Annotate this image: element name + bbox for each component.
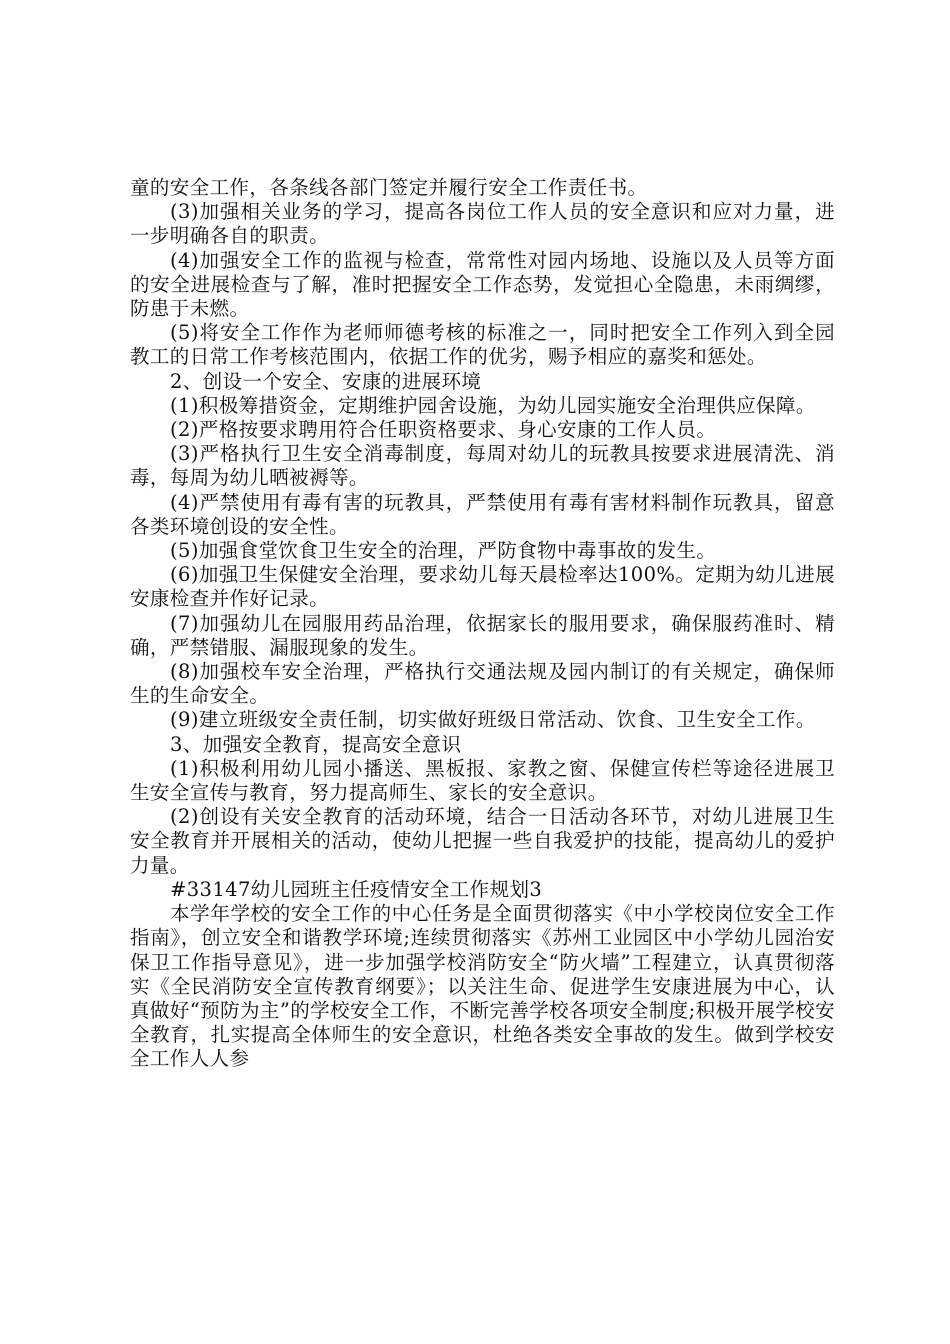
paragraph-intro-plan-3: 本学年学校的安全工作的中心任务是全面贯彻落实《中小学校岗位安全工作指南》，创立安全和谐教学环境;连续贯彻落实《苏州工业园区中小学幼儿园治安保卫工作指导意见》，进一步加强学校消防安全“防火墙”工程建立，认真贯彻落实《全民消防安全宣传教育纲要》；以关注生命、促进学生安康进展为中心，认真做好“预防为主”的学校安全工作，不断完善学校各项安全制度;积极开展学校安全教育，扎实提高全体师生的安全意识，杜绝各类安全事故的发生。做到学校安全工作人人参	[130, 902, 835, 1071]
paragraph-item-3-disinfection: (3)严格执行卫生安全消毒制度，每周对幼儿的玩教具按要求进展清洗、消毒，每周为幼儿晒被褥等。	[130, 442, 835, 490]
section-heading-2: 2、创设一个安全、安康的进展环境	[170, 369, 482, 393]
paragraph-item-7-medicine: (7)加强幼儿在园服用药品治理，依据家长的服用要求，确保服药准时、精确，严禁错服、漏服现象的发生。	[130, 611, 835, 659]
section-heading-3: 3、加强安全教育，提高安全意识	[170, 732, 462, 756]
paragraph-item-5-canteen: (5)加强食堂饮食卫生安全的治理，严防食物中毒事故的发生。	[170, 539, 717, 563]
paragraph-item-2-education: (2)创设有关安全教育的活动环境，结合一日活动各环节，对幼儿进展卫生安全教育并开展相关的活动，使幼儿把握一些自我爱护的技能，提高幼儿的爱护力量。	[130, 805, 835, 877]
paragraph-item-1-publicity: (1)积极利用幼儿园小播送、黑板报、家教之窗、保健宣传栏等途径进展卫生安全宣传与教育，努力提高师生、家长的安全意识。	[130, 756, 835, 805]
paragraph-item-4-toys: (4)严禁使用有毒有害的玩教具，严禁使用有毒有害材料制作玩教具，留意各类环境创设的安全性。	[130, 490, 835, 538]
paragraph-item-5-assessment: (5)将安全工作作为老师师德考核的标准之一，同时把安全工作列入到全园教工的日常工作考核范围内，依据工作的优劣，赐予相应的嘉奖和惩处。	[130, 321, 835, 369]
paragraph-item-1-funds: (1)积极筹措资金，定期维护园舍设施，为幼儿园实施安全治理供应保障。	[170, 393, 816, 417]
paragraph-item-6-health: (6)加强卫生保健安全治理，要求幼儿每天晨检率达100%。定期为幼儿进展安康检查并作好记录。	[130, 563, 835, 611]
paragraph-item-2-hiring: (2)严格按要求聘用符合任职资格要求、身心安康的工作人员。	[170, 418, 717, 442]
document-body	[130, 176, 835, 1072]
paragraph-item-4-inspection: (4)加强安全工作的监视与检查，常常性对园内场地、设施以及人员等方面的安全进展检查与了解，准时把握安全工作态势，发觉担心全隐患，未雨绸缪，防患于未燃。	[130, 248, 835, 321]
paragraph-item-9-class-responsibility: (9)建立班级安全责任制，切实做好班级日常活动、饮食、卫生安全工作。	[170, 708, 816, 732]
paragraph-item-8-school-bus: (8)加强校车安全治理，严格执行交通法规及园内制订的有关规定，确保师生的生命安全。	[130, 660, 835, 708]
document-subtitle: #33147幼儿园班主任疫情安全工作规划3	[170, 877, 543, 901]
paragraph-item-3-study: (3)加强相关业务的学习，提高各岗位工作人员的安全意识和应对力量，进一步明确各自的职责。	[130, 200, 835, 248]
paragraph-continued: 童的安全工作，各条线各部门签定并履行安全工作责任书。	[130, 176, 648, 199]
